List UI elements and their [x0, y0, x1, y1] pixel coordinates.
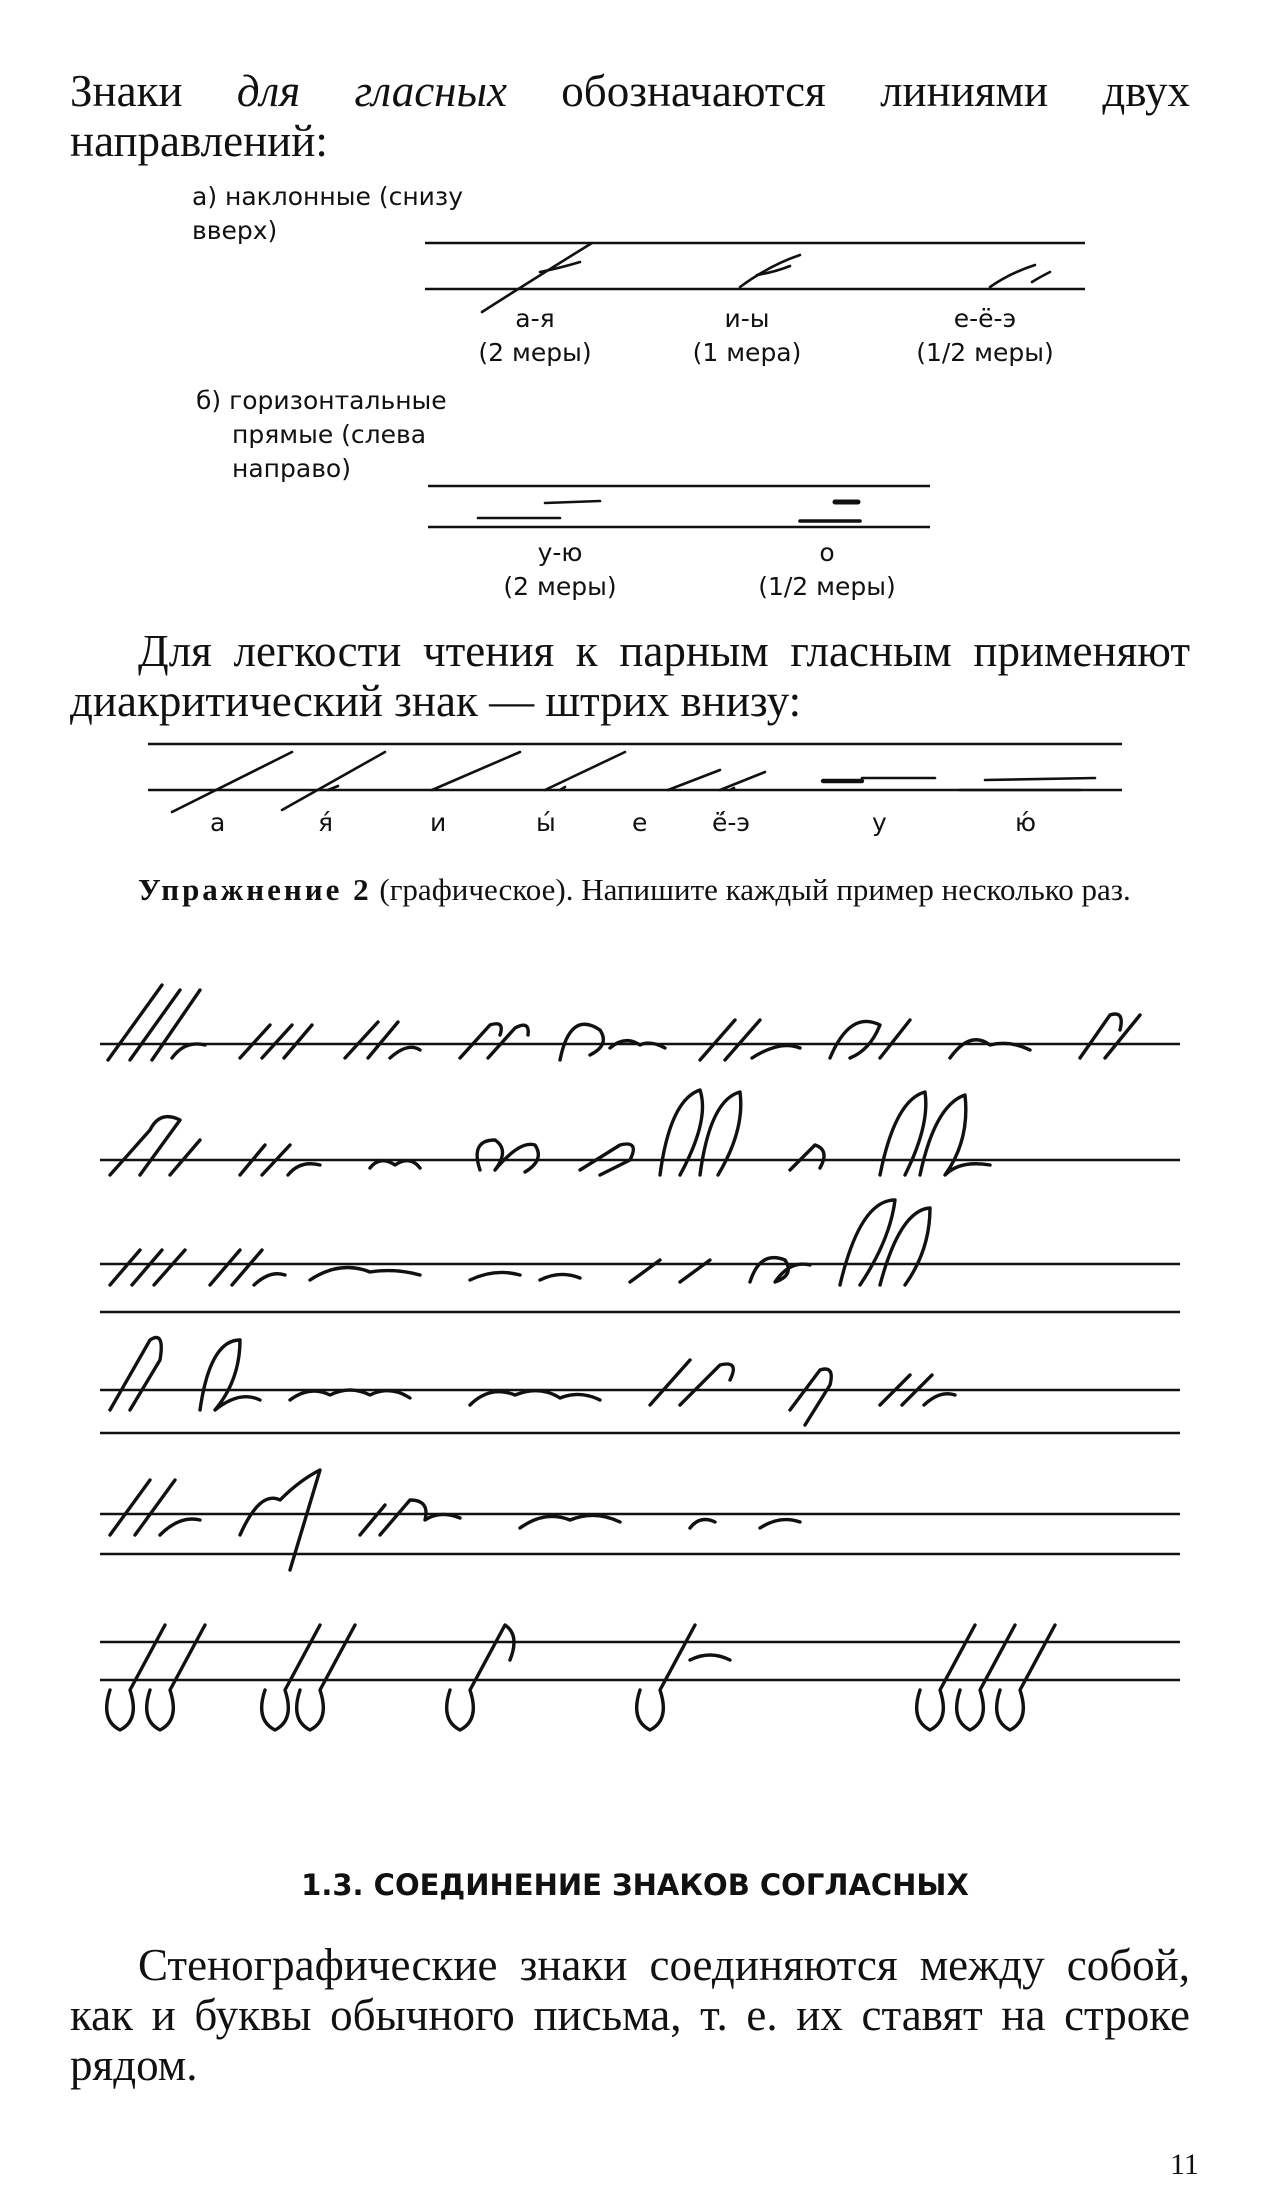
diacritic-label-yu: ю́ — [1015, 808, 1037, 837]
section-a-label-line2: вверх) — [192, 216, 278, 245]
diacritic-paragraph: Для легкости чтения к парным гласным применяют диакритический знак — штрих внизу: — [70, 626, 1190, 726]
section-heading: 1.3. СОЕДИНЕНИЕ ЗНАКОВ СОГЛАСНЫХ — [301, 1868, 969, 1902]
closing-paragraph: Стенографические знаки соединяются между собой, как и буквы обычного письма, т. е. их ставят на строке рядом. — [70, 1940, 1190, 2090]
section-b-note-2-measure: (1/2 меры) — [758, 572, 896, 601]
section-b-note-2-letters: о — [819, 538, 835, 567]
section-a-label-line1: а) наклонные (снизу — [192, 182, 463, 211]
section-b-label-line3: направо) — [232, 454, 351, 483]
exercise-text: (графическое). Напишите каждый пример несколько раз. — [371, 872, 1131, 907]
section-a-note-1-letters: а-я — [515, 304, 555, 333]
diacritic-label-yo-e: ё́-э — [712, 808, 751, 837]
exercise-title: Упражнение 2 — [138, 872, 372, 907]
section-a-note-2-measure: (1 мера) — [692, 338, 802, 367]
diacritic-label-i: и — [430, 808, 447, 837]
intro-rest: обозначаются линиями двух направлений: — [70, 66, 1191, 166]
diacritic-label-ya: я́ — [318, 808, 334, 837]
diacritic-label-a: а — [210, 808, 226, 837]
section-b-label-line1: б) горизонтальные — [196, 386, 447, 415]
section-a-note-3-letters: е-ё-э — [953, 304, 1017, 333]
section-a-note-2-letters: и-ы — [724, 304, 770, 333]
section-a-note-1-measure: (2 меры) — [478, 338, 592, 367]
intro-lead: Знаки — [70, 66, 237, 116]
section-a-note-3-measure: (1/2 меры) — [916, 338, 1054, 367]
intro-emphasis: для гласных — [236, 66, 507, 116]
page-number: 11 — [1170, 2148, 1199, 2181]
section-b-label-line2: прямые (слева — [232, 420, 427, 449]
diacritic-label-e: е — [632, 808, 648, 837]
section-b-note-1-letters: у-ю — [537, 538, 583, 567]
section-b-note-1-measure: (2 меры) — [503, 572, 617, 601]
diacritic-label-u: у — [872, 808, 887, 837]
diacritic-label-y: ы́ — [536, 808, 556, 837]
